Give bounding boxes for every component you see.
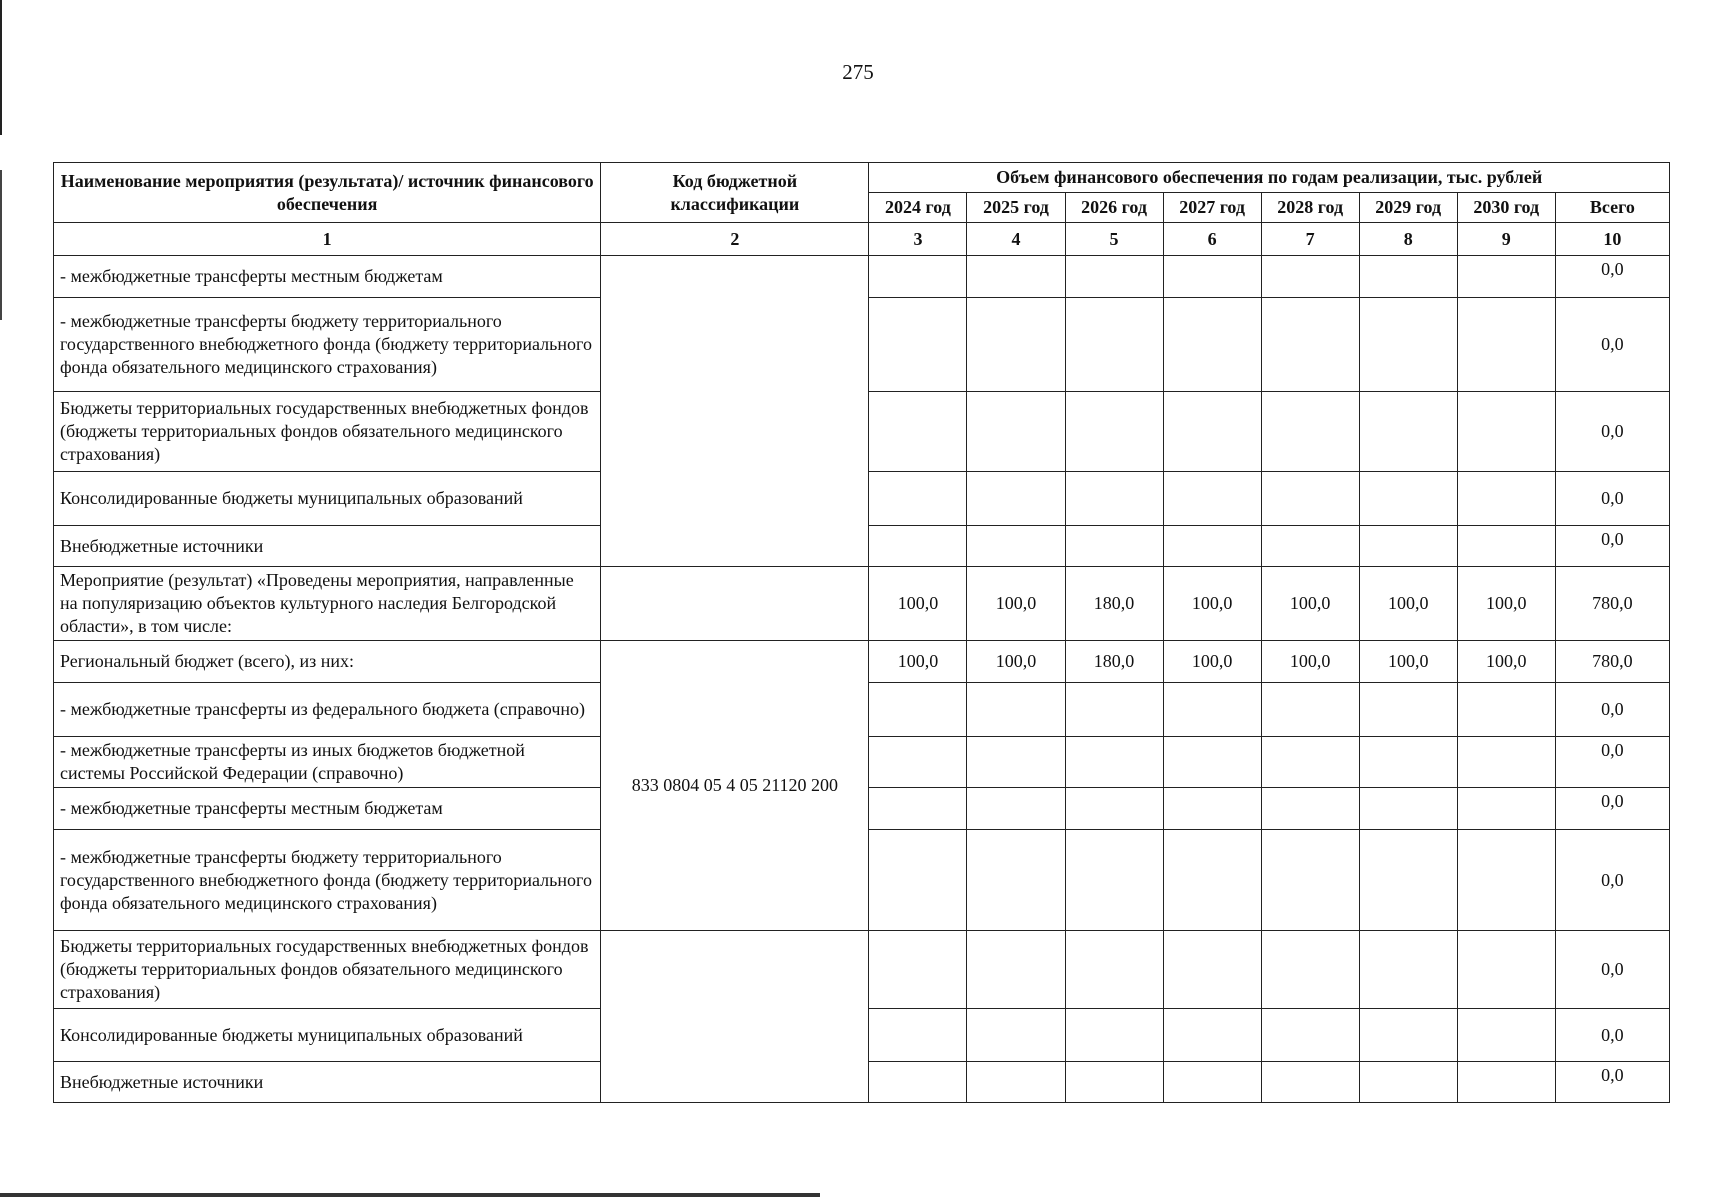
total-cell: 0,0 <box>1555 830 1669 931</box>
column-number: 8 <box>1359 223 1457 256</box>
value-cell <box>1163 931 1261 1009</box>
value-cell <box>1163 472 1261 526</box>
row-name: Консолидированные бюджеты муниципальных образований <box>54 472 601 526</box>
total-cell: 0,0 <box>1555 683 1669 737</box>
column-number: 2 <box>601 223 869 256</box>
value-cell <box>1457 392 1555 472</box>
row-name: - межбюджетные трансферты из иных бюджетов бюджетной системы Российской Федерации (справочно) <box>54 737 601 788</box>
header-financing-volume: Объем финансового обеспечения по годам реализации, тыс. рублей <box>869 163 1670 193</box>
total-cell: 0,0 <box>1555 392 1669 472</box>
value-cell <box>1261 298 1359 392</box>
value-cell: 100,0 <box>1163 567 1261 641</box>
value-cell <box>1359 526 1457 567</box>
budget-code-cell <box>601 567 869 641</box>
value-cell <box>967 1062 1065 1103</box>
value-cell <box>1163 737 1261 788</box>
value-cell <box>967 256 1065 298</box>
value-cell <box>1261 1009 1359 1062</box>
value-cell: 100,0 <box>1457 567 1555 641</box>
value-cell <box>1457 683 1555 737</box>
value-cell <box>1261 526 1359 567</box>
row-name: Внебюджетные источники <box>54 1062 601 1103</box>
value-cell <box>869 931 967 1009</box>
value-cell <box>967 472 1065 526</box>
value-cell <box>1065 392 1163 472</box>
value-cell <box>1359 931 1457 1009</box>
total-cell: 0,0 <box>1555 472 1669 526</box>
budget-code-cell <box>601 931 869 1103</box>
value-cell <box>869 1062 967 1103</box>
row-name: - межбюджетные трансферты бюджету территориального государственного внебюджетного фонда (бюджету территориального фонда обязательного медицинского страхования) <box>54 830 601 931</box>
value-cell <box>869 298 967 392</box>
value-cell <box>1457 737 1555 788</box>
total-cell: 0,0 <box>1555 931 1669 1009</box>
column-number: 7 <box>1261 223 1359 256</box>
value-cell: 100,0 <box>1359 641 1457 683</box>
total-cell: 0,0 <box>1555 737 1669 788</box>
header-total: Всего <box>1555 193 1669 223</box>
header-year: 2028 год <box>1261 193 1359 223</box>
value-cell <box>869 526 967 567</box>
financing-table <box>53 162 1670 1103</box>
value-cell <box>1163 392 1261 472</box>
value-cell <box>1261 830 1359 931</box>
value-cell <box>1163 683 1261 737</box>
table-row <box>54 931 1670 1009</box>
value-cell <box>1065 256 1163 298</box>
table-row <box>54 256 1670 298</box>
header-year: 2025 год <box>967 193 1065 223</box>
value-cell <box>1261 788 1359 830</box>
total-cell: 780,0 <box>1555 641 1669 683</box>
value-cell: 100,0 <box>967 567 1065 641</box>
value-cell <box>1065 788 1163 830</box>
value-cell <box>1163 1009 1261 1062</box>
value-cell <box>967 298 1065 392</box>
value-cell <box>1065 683 1163 737</box>
value-cell <box>869 683 967 737</box>
value-cell <box>1457 526 1555 567</box>
header-code-column: Код бюджетной классификации <box>601 163 869 223</box>
row-name: Консолидированные бюджеты муниципальных образований <box>54 1009 601 1062</box>
value-cell <box>1457 788 1555 830</box>
column-number: 5 <box>1065 223 1163 256</box>
column-number: 4 <box>967 223 1065 256</box>
value-cell <box>1457 830 1555 931</box>
value-cell <box>1065 472 1163 526</box>
total-cell: 0,0 <box>1555 298 1669 392</box>
header-year: 2030 год <box>1457 193 1555 223</box>
value-cell <box>1359 392 1457 472</box>
column-number: 10 <box>1555 223 1669 256</box>
row-name: - межбюджетные трансферты местным бюджетам <box>54 256 601 298</box>
value-cell <box>1163 256 1261 298</box>
column-number: 9 <box>1457 223 1555 256</box>
row-name: Бюджеты территориальных государственных внебюджетных фондов (бюджеты территориальных фондов обязательного медицинского страхования) <box>54 931 601 1009</box>
value-cell <box>1065 1009 1163 1062</box>
value-cell <box>967 830 1065 931</box>
value-cell <box>1163 526 1261 567</box>
value-cell <box>1261 931 1359 1009</box>
value-cell <box>869 830 967 931</box>
value-cell <box>967 683 1065 737</box>
value-cell <box>1359 788 1457 830</box>
value-cell: 100,0 <box>1163 641 1261 683</box>
header-year: 2029 год <box>1359 193 1457 223</box>
value-cell: 100,0 <box>1457 641 1555 683</box>
total-cell: 780,0 <box>1555 567 1669 641</box>
value-cell <box>869 472 967 526</box>
value-cell: 100,0 <box>967 641 1065 683</box>
total-cell: 0,0 <box>1555 256 1669 298</box>
value-cell: 100,0 <box>1261 567 1359 641</box>
row-name: Мероприятие (результат) «Проведены мероприятия, направленные на популяризацию объектов культурного наследия Белгородской области», в том числе: <box>54 567 601 641</box>
page-number: 275 <box>842 60 874 84</box>
table-row <box>54 567 1670 641</box>
total-cell: 0,0 <box>1555 1062 1669 1103</box>
column-number: 3 <box>869 223 967 256</box>
value-cell <box>1457 931 1555 1009</box>
value-cell <box>1065 931 1163 1009</box>
row-name: - межбюджетные трансферты местным бюджетам <box>54 788 601 830</box>
value-cell <box>869 256 967 298</box>
value-cell: 100,0 <box>869 567 967 641</box>
value-cell <box>967 737 1065 788</box>
row-name: Бюджеты территориальных государственных внебюджетных фондов (бюджеты территориальных фондов обязательного медицинского страхования) <box>54 392 601 472</box>
value-cell <box>1359 683 1457 737</box>
value-cell <box>1359 737 1457 788</box>
value-cell <box>1359 256 1457 298</box>
value-cell: 100,0 <box>1261 641 1359 683</box>
scan-edge-mark <box>0 1193 820 1197</box>
value-cell <box>967 931 1065 1009</box>
value-cell: 180,0 <box>1065 641 1163 683</box>
value-cell <box>1163 1062 1261 1103</box>
value-cell: 100,0 <box>869 641 967 683</box>
value-cell <box>1065 298 1163 392</box>
budget-code-cell: 833 0804 05 4 05 21120 200 <box>601 641 869 931</box>
header-name-column: Наименование мероприятия (результата)/ источник финансового обеспечения <box>54 163 601 223</box>
value-cell <box>1261 256 1359 298</box>
row-name: Внебюджетные источники <box>54 526 601 567</box>
value-cell <box>1457 1009 1555 1062</box>
value-cell <box>1261 1062 1359 1103</box>
value-cell <box>1261 683 1359 737</box>
value-cell <box>1359 298 1457 392</box>
value-cell <box>1163 788 1261 830</box>
value-cell <box>869 1009 967 1062</box>
value-cell <box>1065 830 1163 931</box>
value-cell <box>1163 830 1261 931</box>
total-cell: 0,0 <box>1555 1009 1669 1062</box>
total-cell: 0,0 <box>1555 526 1669 567</box>
row-name: - межбюджетные трансферты из федерального бюджета (справочно) <box>54 683 601 737</box>
value-cell <box>1457 298 1555 392</box>
value-cell <box>1457 472 1555 526</box>
total-cell: 0,0 <box>1555 788 1669 830</box>
value-cell <box>869 392 967 472</box>
table-row <box>54 641 1670 683</box>
value-cell <box>1359 1009 1457 1062</box>
value-cell <box>869 737 967 788</box>
value-cell <box>1261 737 1359 788</box>
value-cell <box>869 788 967 830</box>
value-cell <box>1261 472 1359 526</box>
value-cell <box>1359 472 1457 526</box>
header-year: 2024 год <box>869 193 967 223</box>
value-cell: 100,0 <box>1359 567 1457 641</box>
value-cell <box>967 526 1065 567</box>
value-cell <box>1065 526 1163 567</box>
column-number: 6 <box>1163 223 1261 256</box>
value-cell <box>967 1009 1065 1062</box>
value-cell <box>1457 256 1555 298</box>
value-cell <box>967 392 1065 472</box>
row-name: Региональный бюджет (всего), из них: <box>54 641 601 683</box>
budget-code-cell <box>601 256 869 567</box>
column-number: 1 <box>54 223 601 256</box>
scan-edge-mark <box>0 170 2 320</box>
value-cell <box>1163 298 1261 392</box>
value-cell: 180,0 <box>1065 567 1163 641</box>
value-cell <box>1261 392 1359 472</box>
value-cell <box>1359 830 1457 931</box>
value-cell <box>1065 1062 1163 1103</box>
header-year: 2026 год <box>1065 193 1163 223</box>
value-cell <box>1065 737 1163 788</box>
value-cell <box>1359 1062 1457 1103</box>
row-name: - межбюджетные трансферты бюджету территориального государственного внебюджетного фонда (бюджету территориального фонда обязательного медицинского страхования) <box>54 298 601 392</box>
header-year: 2027 год <box>1163 193 1261 223</box>
value-cell <box>967 788 1065 830</box>
value-cell <box>1457 1062 1555 1103</box>
